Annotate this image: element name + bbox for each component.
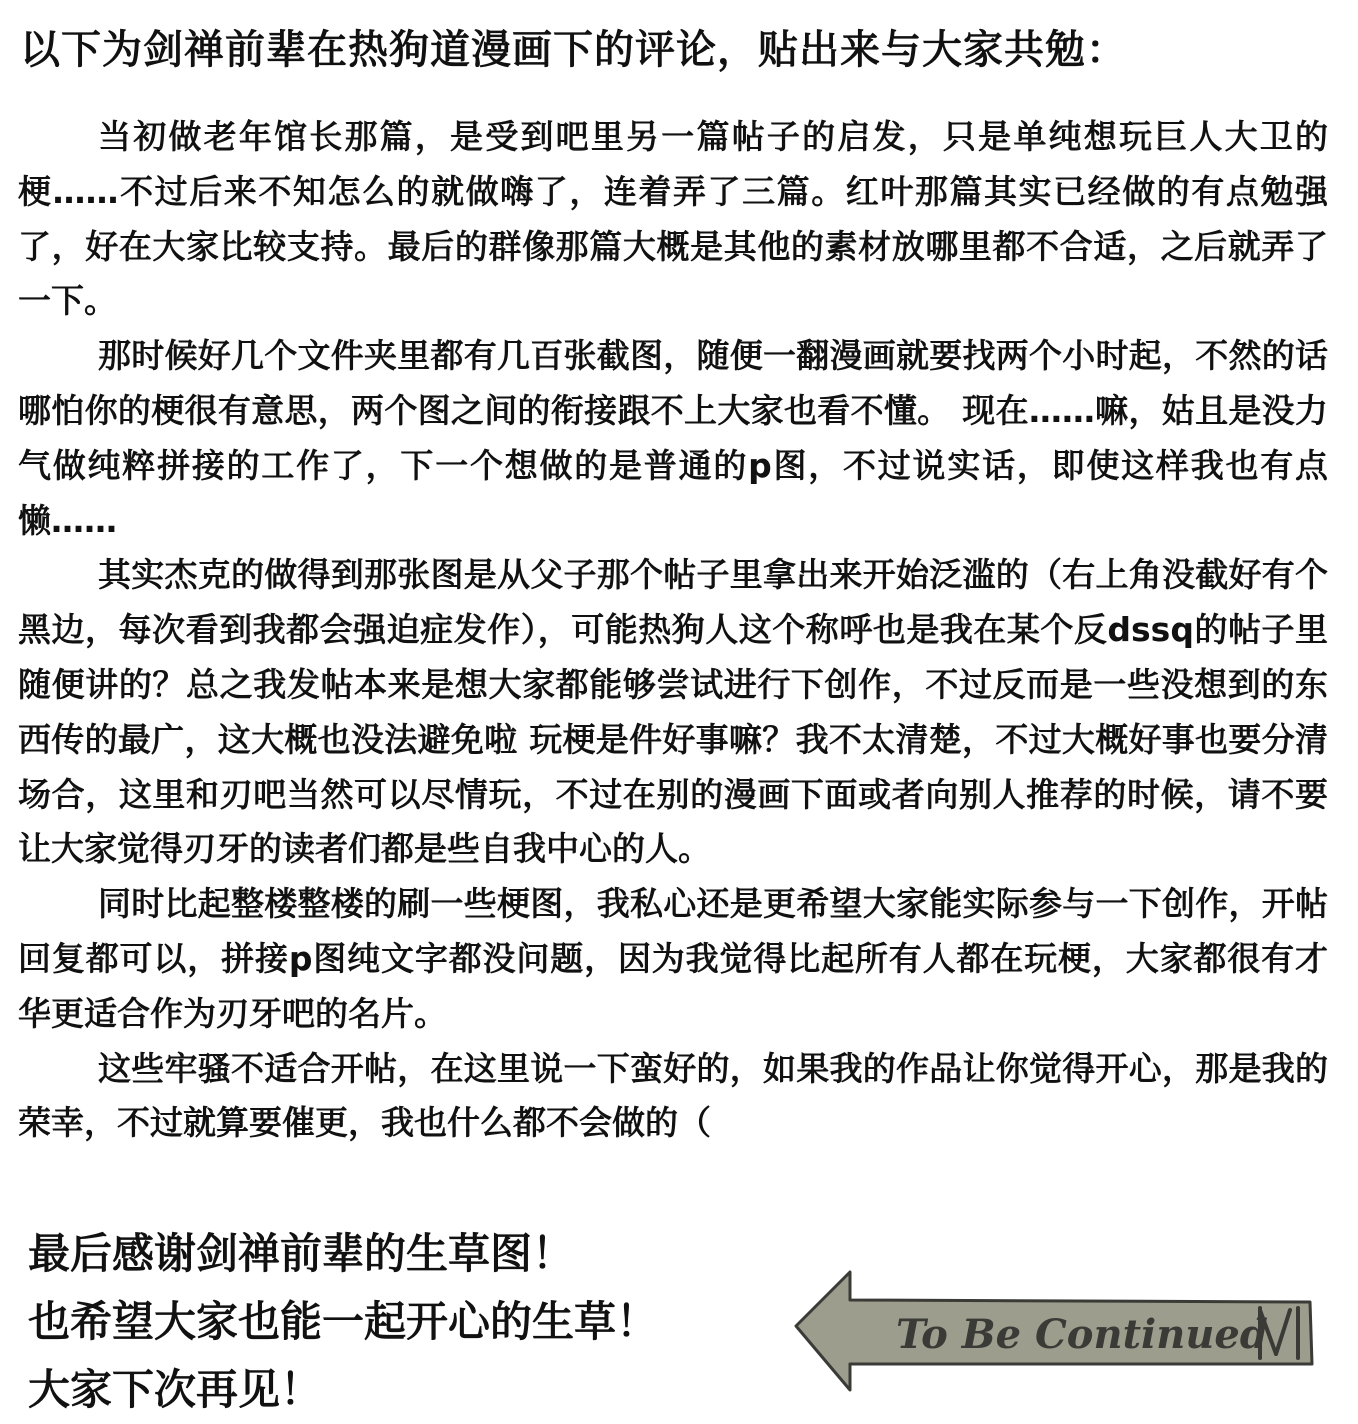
arrow-left-icon: [790, 1268, 1320, 1394]
closing-message: [28, 1220, 788, 1424]
paragraph-1: 当初做老年馆长那篇，是受到吧里另一篇帖子的启发，只是单纯想玩巨人大卫的梗……不过后来不知怎么的就做嗨了，连着弄了三篇。红叶那篇其实已经做的有点勉强了，好在大家比较支持。最后的群像那篇大概是其他的素材放哪里都不合适，之后就弄了一下。: [18, 117, 1328, 321]
paragraph-5: 这些牢骚不适合开帖，在这里说一下蛮好的，如果我的作品让你觉得开心，那是我的荣幸，不过就算要催更，我也什么都不会做的（: [18, 1048, 1328, 1143]
paragraph-2: 那时候好几个文件夹里都有几百张截图，随便一翻漫画就要找两个小时起，不然的话哪怕你的梗很有意思，两个图之间的衔接跟不上大家也看不懂。 现在……嘛，姑且是没力气做纯粹拼接的工作了，下一个想做的是普通的p图，不过说实话，即使这样我也有点懒……: [18, 336, 1328, 540]
to-be-continued-badge: [790, 1268, 1320, 1394]
comment-body: [18, 110, 1328, 1151]
paragraph-3: 其实杰克的做得到那张图是从父子那个帖子里拿出来开始泛滥的（右上角没截好有个黑边，每次看到我都会强迫症发作），可能热狗人这个称呼也是我在某个反dssq的帖子里随便讲的？总之我发帖本来是想大家都能够尝试进行下创作，不过反而是一些没想到的东西传的最广，这大概也没法避免啦 玩梗是件好事嘛？我不太清楚，不过大概好事也要分清场合，这里和刃吧当然可以尽情玩，不过在别的漫画下面或者向别人推荐的时候，请不要让大家觉得刃牙的读者们都是些自我中心的人。: [18, 555, 1328, 869]
closing-line-3: 大家下次再见！: [28, 1365, 323, 1414]
page-title: 以下为剑禅前辈在热狗道漫画下的评论，贴出来与大家共勉：: [20, 27, 1127, 73]
closing-line-1: 最后感谢剑禅前辈的生草图！: [28, 1229, 575, 1278]
paragraph-4: 同时比起整楼整楼的刷一些梗图，我私心还是更希望大家能实际参与一下创作，开帖回复都可以，拼接p图纯文字都没问题，因为我觉得比起所有人都在玩梗，大家都很有才华更适合作为刃牙吧的名片。: [18, 884, 1328, 1033]
closing-line-2: 也希望大家也能一起开心的生草！: [28, 1297, 659, 1346]
to-be-continued-label: To Be Continued: [896, 1311, 1268, 1358]
